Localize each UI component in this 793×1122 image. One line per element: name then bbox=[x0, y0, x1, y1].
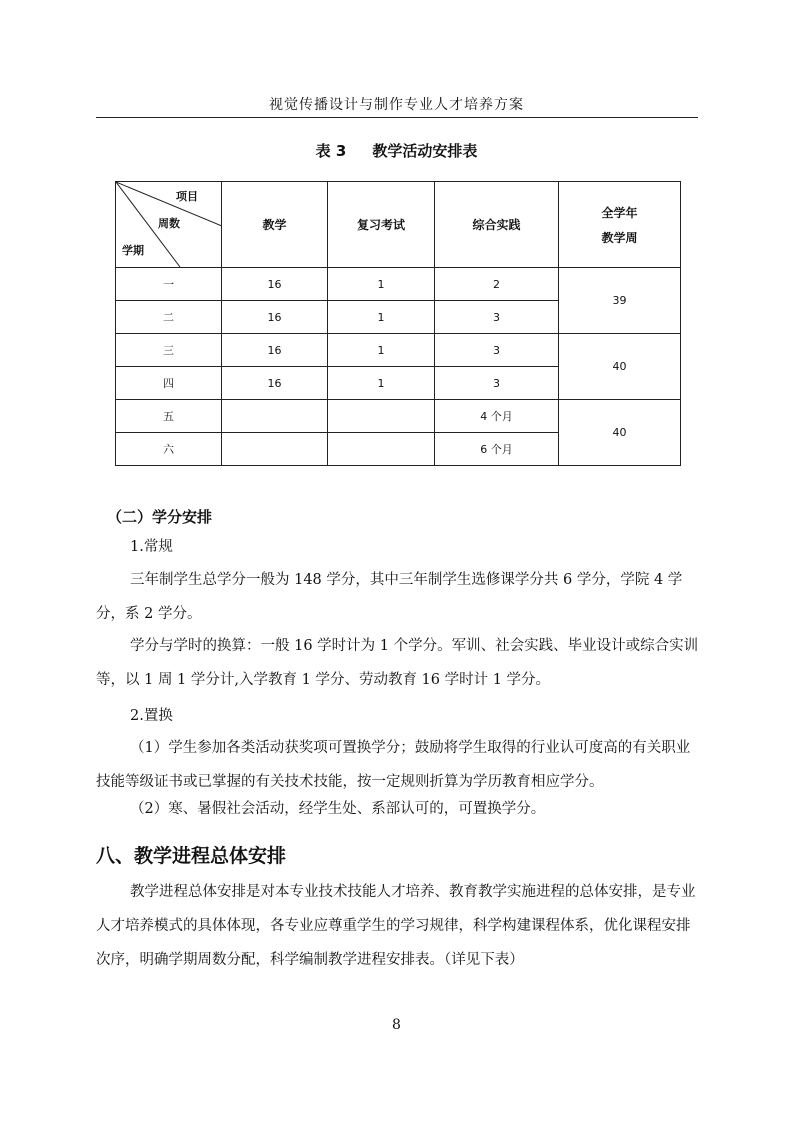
table-header-row bbox=[116, 182, 681, 268]
cell-term: 六 bbox=[116, 433, 222, 466]
paragraph-replacement-2: （2）寒、暑假社会活动，经学生处、系部认可的，可置换学分。 bbox=[130, 801, 546, 817]
cell-practice: 4 个月 bbox=[435, 400, 559, 433]
col-header-teach: 教学 bbox=[222, 182, 328, 268]
cell-teach: 16 bbox=[222, 334, 328, 367]
cell-teach: 16 bbox=[222, 268, 328, 301]
cell-review: 1 bbox=[328, 367, 435, 400]
paragraph-credit-conversion: 学分与学时的换算：一般 16 学时计为 1 个学分。军训、社会实践、毕业设计或综合实训等，以 1 周 1 学分计,入学教育 1 学分、劳动教育 16 学时计 1 学分。 bbox=[96, 638, 699, 688]
cell-term: 一 bbox=[116, 268, 222, 301]
credits-heading: （二）学分安排 bbox=[107, 508, 213, 526]
cell-term: 三 bbox=[116, 334, 222, 367]
table-caption: 教学活动安排表 bbox=[372, 142, 478, 160]
cell-term: 五 bbox=[116, 400, 222, 433]
diag-label-item: 项目 bbox=[176, 190, 198, 203]
table-row bbox=[116, 334, 681, 367]
page-header: 视觉传播设计与制作专业人才培养方案 bbox=[269, 97, 524, 113]
subheading-regular: 1.常规 bbox=[130, 539, 173, 555]
diag-label-term: 学期 bbox=[122, 244, 144, 257]
cell-review: 1 bbox=[328, 301, 435, 334]
paragraph-total-credits: 三年制学生总学分一般为 148 学分，其中三年制学生选修课学分共 6 学分，学院 4 学分，系 2 学分。 bbox=[96, 572, 683, 622]
cell-term: 四 bbox=[116, 367, 222, 400]
cell-review: 1 bbox=[328, 268, 435, 301]
cell-teach: 16 bbox=[222, 367, 328, 400]
cell-practice: 3 bbox=[435, 301, 559, 334]
cell-total: 40 bbox=[559, 334, 681, 400]
cell-teach bbox=[222, 400, 328, 433]
diag-label-weeks: 周数 bbox=[158, 217, 180, 230]
header-rule bbox=[96, 117, 698, 118]
col-header-total-line1: 全学年 bbox=[601, 205, 638, 220]
page-number: 8 bbox=[392, 1017, 401, 1033]
col-header-total bbox=[559, 182, 681, 268]
table-row bbox=[116, 268, 681, 301]
cell-total: 39 bbox=[559, 268, 681, 334]
subheading-replacement: 2.置换 bbox=[130, 708, 173, 724]
cell-practice: 3 bbox=[435, 367, 559, 400]
paragraph-section-8: 教学进程总体安排是对本专业技术技能人才培养、教育教学实施进程的总体安排，是专业人才培养模式的具体体现，各专业应尊重学生的学习规律，科学构建课程体系，优化课程安排次序，明确学期周数分配，科学编制教学进程安排表。（详见下表） bbox=[96, 884, 696, 968]
cell-practice: 6 个月 bbox=[435, 433, 559, 466]
cell-teach: 16 bbox=[222, 301, 328, 334]
col-header-review: 复习考试 bbox=[328, 182, 435, 268]
col-header-practice: 综合实践 bbox=[435, 182, 559, 268]
cell-teach bbox=[222, 433, 328, 466]
cell-practice: 3 bbox=[435, 334, 559, 367]
col-header-total-line2: 教学周 bbox=[601, 230, 638, 245]
diagonal-header-cell bbox=[116, 182, 222, 268]
cell-total: 40 bbox=[559, 400, 681, 466]
table-number: 表 3 bbox=[315, 142, 347, 160]
table-row bbox=[116, 400, 681, 433]
table-title bbox=[0, 140, 793, 161]
cell-practice: 2 bbox=[435, 268, 559, 301]
cell-review: 1 bbox=[328, 334, 435, 367]
teaching-schedule-table bbox=[115, 181, 681, 466]
cell-review bbox=[328, 433, 435, 466]
paragraph-replacement-1: （1）学生参加各类活动获奖项可置换学分；鼓励将学生取得的行业认可度高的有关职业技能等级证书或已掌握的有关技术技能，按一定规则折算为学历教育相应学分。 bbox=[96, 740, 691, 790]
section-8-title: 八、教学进程总体安排 bbox=[96, 845, 287, 867]
cell-term: 二 bbox=[116, 301, 222, 334]
cell-review bbox=[328, 400, 435, 433]
